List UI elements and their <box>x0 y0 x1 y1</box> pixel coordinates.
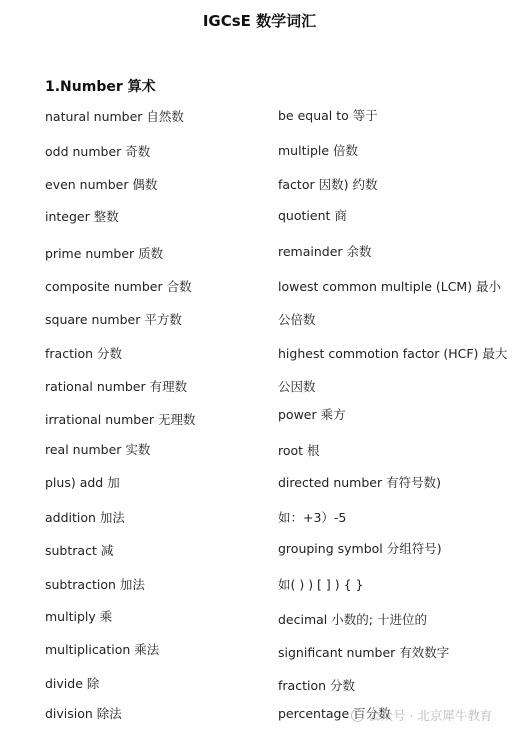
vocab-term: even number 偶数 <box>45 177 158 192</box>
vocab-term: multiplication 乘法 <box>45 642 160 657</box>
vocab-term: highest commotion factor (HCF) 最大 <box>278 346 508 361</box>
vocab-term: grouping symbol 分组符号) <box>278 541 442 556</box>
vocab-term: addition 加法 <box>45 510 125 525</box>
vocab-term: 公因数 <box>278 379 316 394</box>
vocab-term: be equal to 等于 <box>278 108 378 123</box>
vocab-term: divide 除 <box>45 676 100 691</box>
section-heading: 1.Number 算术 <box>45 79 156 95</box>
vocab-term: directed number 有符号数) <box>278 475 441 490</box>
vocab-term: significant number 有效数字 <box>278 645 450 660</box>
vocab-term: percentage 百分数 <box>278 706 391 721</box>
vocab-term: 如：+3）-5 <box>278 510 347 525</box>
vocab-term: fraction 分数 <box>278 678 355 693</box>
vocab-term: odd number 奇数 <box>45 144 151 159</box>
watermark <box>351 708 492 724</box>
vocab-term: lowest common multiple (LCM) 最小 <box>278 279 502 294</box>
vocab-term: multiply 乘 <box>45 609 113 624</box>
vocab-term: real number 实数 <box>45 442 151 457</box>
vocab-term: fraction 分数 <box>45 346 122 361</box>
vocab-term: natural number 自然数 <box>45 109 184 124</box>
vocab-term: quotient 商 <box>278 208 347 223</box>
vocab-term: power 乘方 <box>278 407 346 422</box>
vocab-term: division 除法 <box>45 706 122 721</box>
vocab-term: subtract 减 <box>45 543 114 558</box>
vocab-term: integer 整数 <box>45 209 119 224</box>
vocab-term: 公倍数 <box>278 312 316 327</box>
vocab-term: remainder 余数 <box>278 244 372 259</box>
vocab-term: irrational number 无理数 <box>45 412 196 427</box>
vocab-term: root 根 <box>278 443 320 458</box>
vocab-term: composite number 合数 <box>45 279 192 294</box>
wechat-icon <box>351 709 364 722</box>
vocab-term: factor 因数) 约数 <box>278 177 378 192</box>
vocab-term: prime number 质数 <box>45 246 164 261</box>
vocab-term: decimal 小数的; 十进位的 <box>278 612 427 627</box>
vocab-term: multiple 倍数 <box>278 143 359 158</box>
vocab-term: rational number 有理数 <box>45 379 188 394</box>
vocab-term: 如( ) ) [ ] ) { } <box>278 577 364 592</box>
document-title: IGCsE 数学词汇 <box>202 12 317 30</box>
vocab-term: plus) add 加 <box>45 475 120 490</box>
watermark-text: 公众号 · 北京犀牛教育 <box>368 708 493 723</box>
vocab-term: subtraction 加法 <box>45 577 145 592</box>
vocab-term: square number 平方数 <box>45 312 182 327</box>
